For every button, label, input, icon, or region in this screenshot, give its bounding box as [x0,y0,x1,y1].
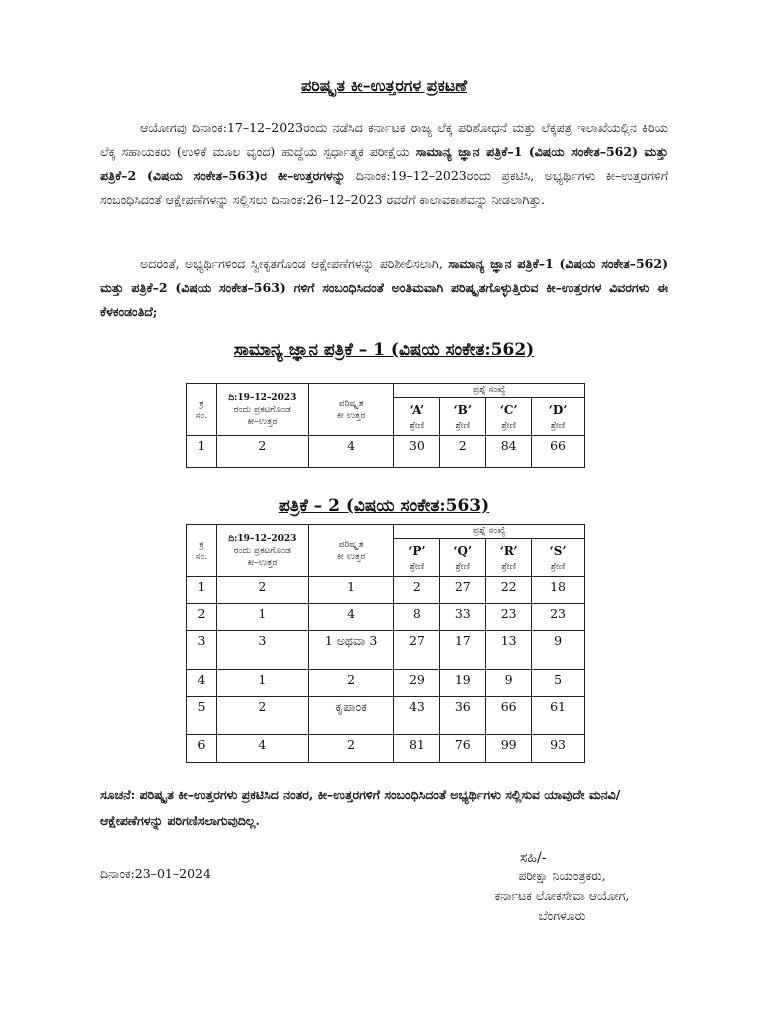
table-row [187,631,585,670]
q-cell: 17 [440,631,486,670]
series-header: ‘A’ ಶ್ರೇಣಿ [394,398,440,436]
published-cell: 3 [216,631,308,670]
q-cell: 61 [532,697,585,735]
revised-cell: 4 [308,436,394,468]
decision-paragraph [100,252,668,324]
q-cell: 9 [486,670,532,697]
decision-text: ಅದರಂತೆ, ಅಭ್ಯರ್ಥಿಗಳಿಂದ ಸ್ವೀಕೃತಗೊಂಡ ಆಕ್ಷೇಪಣೆಗಳನ್ನು ಪರಿಶೀಲಿಸಲಾಗಿ, [140,256,443,271]
series-header: ‘D’ ಶ್ರೇಣಿ [532,398,585,436]
signatory-block [452,866,672,926]
q-cell: 93 [532,735,585,763]
published-cell: 4 [216,735,308,763]
published-cell: 1 [216,604,308,631]
q-cell: 76 [440,735,486,763]
intro-text: ಆಯೋಗವು ದಿನಾಂಕ:17–12–2023ರಂದು ನಡೆಸಿದ ಕರ್ನಾಟಕ ರಾಜ್ಯ ಲೆಕ್ಕ ಪರಿಶೋಧನೆ ಮತ್ತು ಲೆಕ್ಕಪತ್ರ ಇಲಾಖೆಯಲ್ಲಿನ ಕಿರಿಯ ಲೆಕ್ಕ ಸಹಾಯಕರು (ಉಳಿಕೆ ಮೂಲ ವೃಂದ) ಹುದ್ದೆಯ ಸ್ಪರ್ಧಾತ್ಮಕ ಪರೀಕ್ಷೆಯ [100,120,668,159]
paper2-table [186,524,585,763]
revised-cell: 1 [308,577,394,604]
intro-bold-text: ಸಾಮಾನ್ಯ ಜ್ಞಾನ ಪತ್ರಿಕೆ–1 (ವಿಷಯ ಸಂಕೇತ–562) ಮತ್ತು ಪತ್ರಿಕೆ–2 (ವಿಷಯ ಸಂಕೇತ–563)ರ ಕೀ–ಉತ್ತರಗಳನ್ನು [100,144,668,183]
q-cell: 84 [486,436,532,468]
series-header: ‘P’ ಶ್ರೇಣಿ [394,539,440,577]
signature-mark: ಸಹಿ/- [520,850,547,866]
series-header: ‘C’ ಶ್ರೇಣಿ [486,398,532,436]
series-header: ‘R’ ಶ್ರೇಣಿ [486,539,532,577]
revised-key-header: ಪರಿಷ್ಕೃತ ಕೀ ಉತ್ತರ [308,384,394,436]
q-cell: 30 [394,436,440,468]
published-cell: 2 [216,436,308,468]
sl-cell: 2 [187,604,217,631]
q-cell: 2 [440,436,486,468]
q-cell: 2 [394,577,440,604]
published-cell: 2 [216,577,308,604]
question-number-header: ಪ್ರಶ್ನೆ ಸಂಖ್ಯೆ [394,384,585,398]
decision-bold-text: ಸಾಮಾನ್ಯ ಜ್ಞಾನ ಪತ್ರಿಕೆ–1 (ವಿಷಯ ಸಂಕೇತ–562) ಮತ್ತು ಪತ್ರಿಕೆ–2 (ವಿಷಯ ಸಂಕೇತ–563) ಗಳಿಗೆ ಸಂಬಂಧಿಸಿದಂತೆ ಅಂತಿಮವಾಗಿ ಪರಿಷ್ಕೃತಗೊಳ್ಳುತ್ತಿರುವ ಕೀ–ಉತ್ತರಗಳ ವಿವರಗಳು ಈ ಕೆಳಕಂಡಂತಿದೆ; [100,256,668,319]
intro-paragraph [100,116,668,212]
q-cell: 33 [440,604,486,631]
q-cell: 19 [440,670,486,697]
sl-cell: 5 [187,697,217,735]
table-row [187,436,585,468]
sl-cell: 6 [187,735,217,763]
table-row [187,697,585,735]
signatory-title: ಪರೀಕ್ಷಾ ನಿಯಂತ್ರಕರು, [518,868,606,883]
paper1-table [186,383,585,468]
published-cell: 1 [216,670,308,697]
q-cell: 27 [394,631,440,670]
revised-cell: 2 [308,670,394,697]
published-cell: 2 [216,697,308,735]
sl-header: ಕ್ರ ಸಂ. [187,525,217,577]
q-cell: 66 [486,697,532,735]
signatory-place: ಬೆಂಗಳೂರು [538,908,586,923]
question-number-header: ಪ್ರಶ್ನೆ ಸಂಖ್ಯೆ [394,525,585,539]
revised-cell: 4 [308,604,394,631]
revised-key-header: ಪರಿಷ್ಕೃತ ಕೀ ಉತ್ತರ [308,525,394,577]
sl-cell: 1 [187,436,217,468]
sl-cell: 4 [187,670,217,697]
published-key-header: ದಿ:19–12–2023 ರಂದು ಪ್ರಕಟಗೊಂಡ ಕೀ–ಉತ್ತರ [216,384,308,436]
sl-cell: 1 [187,577,217,604]
series-header: ‘Q’ ಶ್ರೇಣಿ [440,539,486,577]
published-key-header: ದಿ:19–12–2023 ರಂದು ಪ್ರಕಟಗೊಂಡ ಕೀ–ಉತ್ತರ [216,525,308,577]
series-header: ‘B’ ಶ್ರೇಣಿ [440,398,486,436]
q-cell: 22 [486,577,532,604]
document-date: ದಿನಾಂಕ:23–01–2024 [100,866,211,881]
sl-cell: 3 [187,631,217,670]
table-row [187,577,585,604]
revised-cell: 1 ಅಥವಾ 3 [308,631,394,670]
q-cell: 8 [394,604,440,631]
q-cell: 29 [394,670,440,697]
note-text: ಸೂಚನೆ: ಪರಿಷ್ಕೃತ ಕೀ–ಉತ್ತರಗಳು ಪ್ರಕಟಿಸಿದ ನಂತರ, ಕೀ–ಉತ್ತರಗಳಿಗೆ ಸಂಬಂಧಿಸಿದಂತೆ ಅಭ್ಯರ್ಥಿಗಳು ಸಲ್ಲಿಸುವ ಯಾವುದೇ ಮನವಿ/ಆಕ್ಷೇಪಣೆಗಳನ್ನು ಪರಿಗಣಿಸಲಾಗುವುದಿಲ್ಲ. [100,787,621,828]
sl-header: ಕ್ರ ಸಂ. [187,384,217,436]
q-cell: 81 [394,735,440,763]
table-row [187,670,585,697]
q-cell: 5 [532,670,585,697]
q-cell: 18 [532,577,585,604]
q-cell: 43 [394,697,440,735]
intro-text-end: ದಿನಾಂಕ:19–12–2023ರಂದು ಪ್ರಕಟಿಸಿ, ಅಭ್ಯರ್ಥಿಗಳು ಕೀ–ಉತ್ತರಗಳಿಗೆ ಸಂಬಂಧಿಸಿದಂತೆ ಆಕ್ಷೇಪಣೆಗಳನ್ನು ಸಲ್ಲಿಸಲು ದಿನಾಂಕ:26–12–2023 ರವರೆಗೆ ಕಾಲಾವಕಾಶವನ್ನು ನೀಡಲಾಗಿತ್ತು. [100,168,668,207]
paper2-title: ಪತ್ರಿಕೆ – 2 (ವಿಷಯ ಸಂಕೇತ:563) [278,496,490,516]
signatory-organisation: ಕರ್ನಾಟಕ ಲೋಕಸೇವಾ ಆಯೋಗ, [494,888,630,903]
q-cell: 99 [486,735,532,763]
q-cell: 23 [486,604,532,631]
q-cell: 27 [440,577,486,604]
table-row [187,735,585,763]
page-title: ಪರಿಷ್ಕೃತ ಕೀ–ಉತ್ತರಗಳ ಪ್ರಕಟಣೆ [301,76,467,95]
table-row [187,604,585,631]
revised-cell: ಕೃಪಾಂಕ [308,697,394,735]
q-cell: 9 [532,631,585,670]
q-cell: 23 [532,604,585,631]
q-cell: 66 [532,436,585,468]
revised-cell: 2 [308,735,394,763]
paper1-title: ಸಾಮಾನ್ಯ ಜ್ಞಾನ ಪತ್ರಿಕೆ – 1 (ವಿಷಯ ಸಂಕೇತ:562) [233,340,535,360]
series-header: ‘S’ ಶ್ರೇಣಿ [532,539,585,577]
q-cell: 13 [486,631,532,670]
q-cell: 36 [440,697,486,735]
